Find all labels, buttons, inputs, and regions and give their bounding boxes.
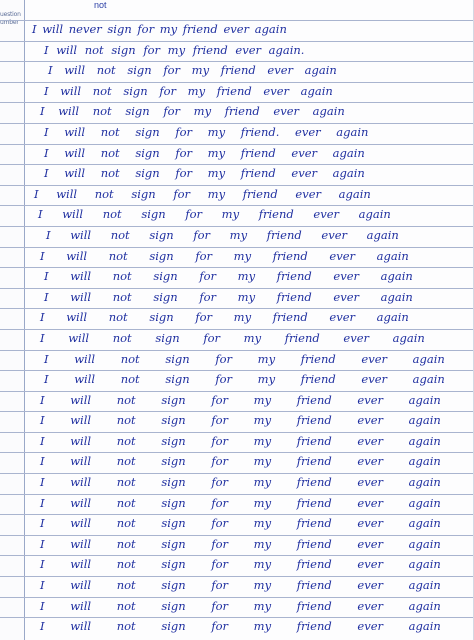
handwritten-line: I will not sign for my friend ever again	[40, 516, 441, 531]
paper-row	[0, 473, 474, 494]
handwritten-line: I will not sign for my friend ever again	[48, 63, 337, 78]
paper-row	[0, 123, 474, 144]
paper-row	[0, 164, 474, 185]
handwritten-line: I will not sign for my friend ever again	[44, 351, 445, 366]
paper-row	[0, 226, 474, 247]
handwritten-line: I will not sign for my friend ever again	[40, 598, 441, 613]
handwritten-line: I will not sign for my friend ever again	[40, 248, 409, 263]
handwritten-line: I will not sign for my friend ever again	[40, 619, 441, 634]
paper-row	[0, 617, 474, 638]
handwritten-line: I will not sign for my friend ever again	[44, 289, 413, 304]
handwritten-line: I will not sign for my friend ever again.	[44, 42, 305, 57]
paper-row	[0, 391, 474, 412]
paper-row	[0, 288, 474, 309]
handwritten-line: I will not sign for my friend ever again	[40, 392, 441, 407]
paper-row	[0, 102, 474, 123]
handwritten-line: I will not sign for my friend ever again	[46, 227, 399, 242]
paper-row	[0, 452, 474, 473]
handwritten-line: I will not sign for my friend ever again	[40, 310, 409, 325]
handwritten-line: I will not sign for my friend ever again	[38, 207, 391, 222]
margin-label-line-2: umber	[0, 19, 19, 26]
paper-row	[0, 576, 474, 597]
paper-row	[0, 411, 474, 432]
handwritten-line: I will not sign for my friend ever again	[40, 495, 441, 510]
handwritten-line: I will not sign for my friend ever again	[40, 104, 345, 119]
paper-row	[0, 82, 474, 103]
handwritten-line: I will not sign for my friend ever again	[40, 557, 441, 572]
handwritten-line: I will not sign for my friend ever again	[44, 269, 413, 284]
handwritten-line: I will not sign for my friend ever again	[40, 433, 441, 448]
handwritten-line: I will not sign for my friend ever again	[40, 536, 441, 551]
handwritten-line: I will not sign for my friend ever again	[44, 83, 333, 98]
handwritten-line: I will not sign for my friend ever again	[40, 454, 441, 469]
handwritten-line: I will not sign for my friend ever again	[40, 475, 441, 490]
inserted-word-not: not	[94, 0, 107, 10]
paper-row	[0, 494, 474, 515]
paper-row	[0, 350, 474, 371]
handwritten-line: I will never sign for my friend ever again	[32, 22, 287, 36]
handwritten-lines	[0, 20, 474, 638]
handwritten-line: I will not sign for my friend ever again	[44, 372, 445, 387]
paper-row	[0, 20, 474, 41]
paper-row	[0, 144, 474, 165]
margin-label-line-1: uestion	[0, 11, 21, 18]
paper-row	[0, 205, 474, 226]
paper-row	[0, 61, 474, 82]
handwritten-line: I will not sign for my friend ever again	[34, 186, 371, 201]
handwritten-line: I will not sign for my friend ever again	[40, 578, 441, 593]
paper-row	[0, 308, 474, 329]
paper-row	[0, 597, 474, 618]
paper-row	[0, 535, 474, 556]
paper-row	[0, 267, 474, 288]
paper-row	[0, 432, 474, 453]
paper-row	[0, 555, 474, 576]
paper-row	[0, 247, 474, 268]
handwritten-line: I will not sign for my friend ever again	[44, 166, 365, 181]
handwritten-line: I will not sign for my friend ever again	[40, 330, 425, 345]
handwritten-line: I will not sign for my friend ever again	[44, 145, 365, 160]
paper-row	[0, 370, 474, 391]
paper-row	[0, 514, 474, 535]
paper-row	[0, 329, 474, 350]
paper-row	[0, 41, 474, 62]
paper-row	[0, 185, 474, 206]
handwritten-line: I will not sign for my friend ever again	[40, 413, 441, 428]
handwritten-line: I will not sign for my friend. ever again	[44, 124, 369, 139]
